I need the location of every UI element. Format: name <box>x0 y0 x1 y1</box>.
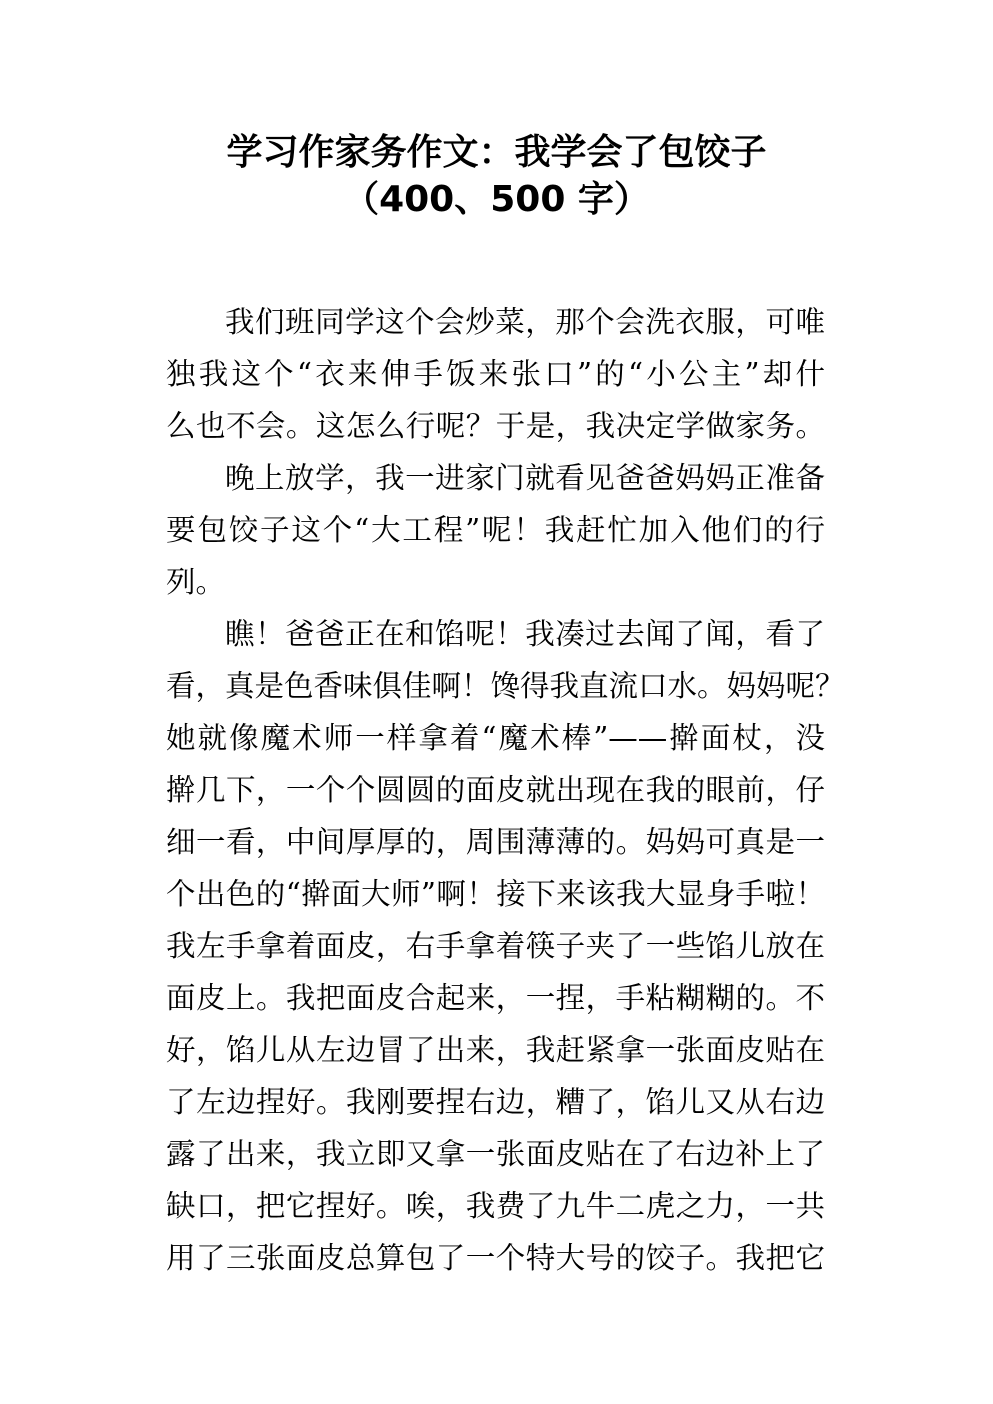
paragraph-3-line: 缺口，把它捏好。唉，我费了九牛二虎之力，一共 <box>166 1189 825 1223</box>
paragraph-3-line: 擀几下，一个个圆圆的面皮就出现在我的眼前，仔 <box>166 773 825 807</box>
document-subtitle: （400、500 字） <box>343 179 650 220</box>
document-title: 学习作家务作文：我学会了包饺子 <box>226 132 767 173</box>
paragraph-1-line: 么也不会。这怎么行呢？于是，我决定学做家务。 <box>166 409 825 443</box>
paragraph-1-line: 我们班同学这个会炒菜，那个会洗衣服，可唯 <box>225 305 825 339</box>
paragraph-3-line: 用了三张面皮总算包了一个特大号的饺子。我把它 <box>166 1241 825 1275</box>
paragraph-3-line: 露了出来，我立即又拿一张面皮贴在了右边补上了 <box>166 1137 825 1171</box>
paragraph-3-line: 个出色的“擀面大师”啊！接下来该我大显身手啦！ <box>166 877 825 911</box>
paragraph-3-line: 细一看，中间厚厚的，周围薄薄的。妈妈可真是一 <box>166 825 825 859</box>
paragraph-3-line: 好，馅儿从左边冒了出来，我赶紧拿一张面皮贴在 <box>166 1033 825 1067</box>
paragraph-3-line: 看，真是色香味俱佳啊！馋得我直流口水。妈妈呢？ <box>166 669 845 703</box>
paragraph-3-line: 我左手拿着面皮，右手拿着筷子夹了一些馅儿放在 <box>166 929 825 963</box>
paragraph-2-line: 要包饺子这个“大工程”呢！我赶忙加入他们的行 <box>166 513 825 547</box>
document-body <box>166 296 845 1284</box>
paragraph-2-line: 晚上放学，我一进家门就看见爸爸妈妈正准备 <box>225 461 825 495</box>
paragraph-3-line: 瞧！爸爸正在和馅呢！我凑过去闻了闻，看了 <box>225 617 825 651</box>
paragraph-1-line: 独我这个“衣来伸手饭来张口”的“小公主”却什 <box>166 357 825 391</box>
paragraph-3-line: 她就像魔术师一样拿着“魔术棒”——擀面杖，没 <box>166 721 825 755</box>
paragraph-2-line: 列。 <box>166 565 226 599</box>
paragraph-3-line: 了左边捏好。我刚要捏右边，糟了，馅儿又从右边 <box>166 1085 825 1119</box>
paragraph-3-line: 面皮上。我把面皮合起来，一捏，手粘糊糊的。不 <box>166 981 825 1015</box>
